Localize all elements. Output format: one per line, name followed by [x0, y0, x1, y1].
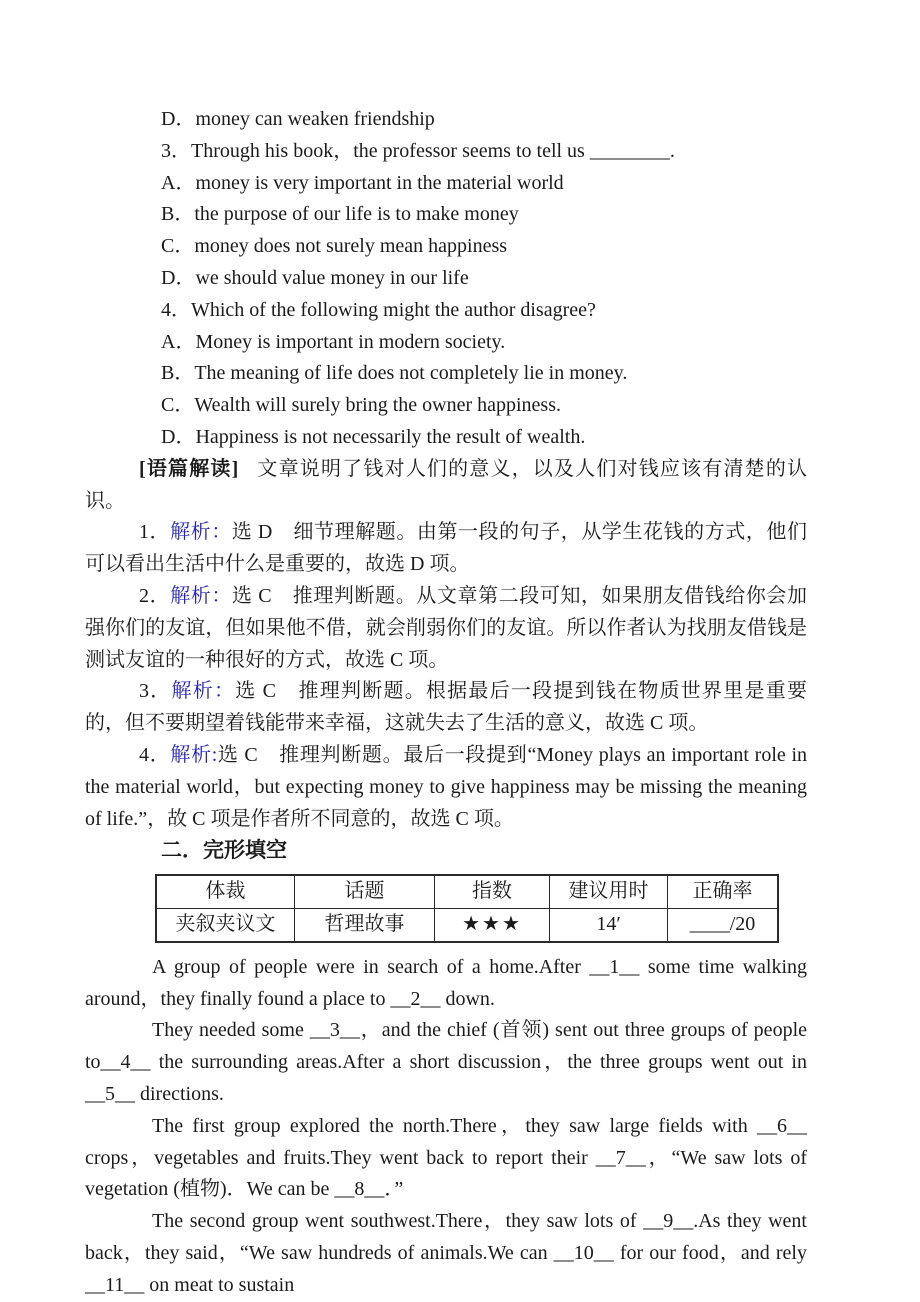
answer-number: 2． — [139, 584, 171, 607]
question-4-option-d: D．Happiness is not necessarily the result of wealth. — [161, 425, 586, 448]
question-3-option-b: B．the purpose of our life is to make money — [161, 203, 519, 226]
answer-label: 解析： — [171, 680, 236, 703]
answer-text: 选 C 推理判断题。根据最后一段提到钱在物质世界里是重要的，但不要期望着钱能带来幸福，这就失去了生活的意义，故选 C 项。 — [85, 680, 808, 735]
answer-text: 选 C 推理判断题。从文章第二段可知，如果朋友借钱给你会加强你们的友谊，但如果他不借，就会削弱你们的友谊。所以作者认为找朋友借钱是测试友谊的一种很好的方式，故选 C 项。 — [85, 584, 808, 671]
cell-topic: 哲理故事 — [295, 908, 435, 941]
cloze-paragraph-4: The second group went southwest.There，they saw lots of __9__.As they went back，they said，“We saw hundreds of animals.We can __10__ for our food，and rely __11__ on meat to sustain — [85, 1210, 807, 1296]
question-4-option-b: B．The meaning of life does not completely lie in money. — [161, 362, 628, 385]
question-3-option-d: D．we should value money in our life — [161, 266, 469, 289]
question-3-option-a: A．money is very important in the material world — [161, 171, 564, 194]
cell-suggested-time: 14′ — [550, 908, 668, 941]
answer-text: 选 D 细节理解题。由第一段的句子，从学生花钱的方式，他们可以看出生活中什么是重要的，故选 D 项。 — [85, 521, 807, 576]
answer-number: 4． — [139, 743, 171, 766]
cell-accuracy-blank: ____/20 — [668, 908, 779, 941]
question-3-option-c: C．money does not surely mean happiness — [161, 235, 508, 258]
table-data-row — [156, 908, 778, 941]
answer-explanation-2 — [85, 581, 807, 676]
question-3: 3．Through his book，the professor seems to tell us ________. — [161, 139, 675, 162]
option-line-d2: D．money can weaken friendship — [161, 108, 435, 130]
answer-label: 解析： — [170, 521, 232, 544]
answer-number: 1． — [139, 521, 171, 544]
answer-explanation-3 — [85, 676, 807, 740]
col-genre: 体裁 — [156, 875, 295, 908]
question-4-option-c: C．Wealth will surely bring the owner happiness. — [161, 394, 561, 417]
answer-label: 解析: — [170, 743, 218, 766]
answer-explanation-4 — [85, 740, 807, 835]
cell-star-rating: ★★★ — [435, 908, 550, 941]
question-4: 4．Which of the following might the author disagree? — [161, 298, 596, 321]
cloze-paragraph-1: A group of people were in search of a home.After __1__ some time walking around，they finally found a place to __2__ down. — [85, 955, 807, 1010]
col-accuracy: 正确率 — [668, 875, 779, 908]
passage-analysis-text: 文章说明了钱对人们的意义，以及人们对钱应该有清楚的认识。 — [85, 457, 808, 512]
question-4-option-a: A．Money is important in modern society. — [161, 330, 506, 353]
col-index: 指数 — [435, 875, 550, 908]
answer-explanation-1 — [85, 517, 807, 581]
answer-text: 选 C 推理判断题。最后一段提到“Money plays an important role in the material world，but expecting money to give happiness may be missing the meaning of life.”，故 C 项是作者所不同意的，故选 C 项。 — [85, 743, 807, 830]
cloze-paragraph-2: They needed some __3__，and the chief (首领) sent out three groups of people to__4__ the surrounding areas.After a short discussion，the three groups went out in __5__ directions. — [85, 1019, 807, 1105]
col-topic: 话题 — [295, 875, 435, 908]
passage-analysis-label: [语篇解读] — [139, 457, 239, 480]
answer-number: 3． — [139, 680, 172, 703]
answer-label: 解析： — [170, 584, 232, 607]
cloze-paragraph-3: The first group explored the north.There，they saw large fields with __6__ crops，vegetables and fruits.They went back to report their __7__，“We saw lots of vegetation (植物)．We can be __8__．” — [85, 1114, 807, 1201]
section-heading-cloze: 二．完形填空 — [161, 839, 287, 863]
cloze-passage — [85, 952, 807, 1302]
cloze-info-table — [155, 874, 779, 943]
col-suggested-time: 建议用时 — [550, 875, 668, 908]
table-header-row — [156, 875, 778, 908]
passage-analysis — [85, 454, 807, 518]
cell-genre: 夹叙夹议文 — [156, 908, 295, 941]
